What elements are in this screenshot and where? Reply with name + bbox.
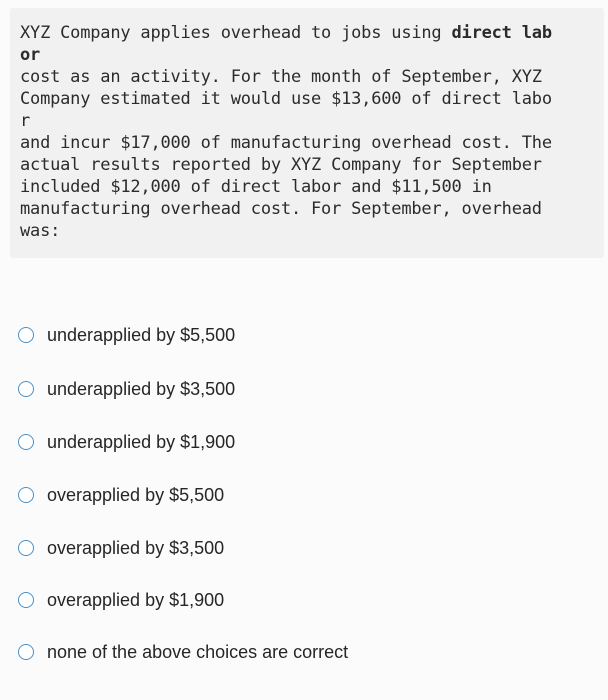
radio-button-icon[interactable] [18,540,34,556]
question-line: included $12,000 of direct labor and $11,500 in [20,177,492,197]
question-line: cost as an activity. For the month of September, XYZ [20,67,542,87]
option-overapplied-5500[interactable] [18,482,224,508]
radio-button-icon[interactable] [18,592,34,608]
option-overapplied-3500[interactable] [18,535,224,561]
option-label[interactable]: overapplied by $5,500 [47,484,225,505]
radio-button-icon[interactable] [18,487,34,503]
question-line: actual results reported by XYZ Company for September [20,155,542,175]
radio-button-icon[interactable] [18,434,34,450]
radio-button-icon[interactable] [18,644,34,660]
option-underapplied-3500[interactable] [18,376,235,402]
question-line: r [20,111,31,131]
question-box [10,8,604,258]
radio-button-icon[interactable] [18,327,34,343]
option-underapplied-1900[interactable] [18,429,235,455]
question-line: XYZ Company applies overhead to jobs using direct lab [20,23,552,43]
question-line: manufacturing overhead cost. For September, overhead [20,199,542,219]
option-label[interactable]: underapplied by $1,900 [47,431,236,452]
question-line: was: [20,221,61,241]
option-label[interactable]: underapplied by $5,500 [47,324,236,345]
question-line: and incur $17,000 of manufacturing overhead cost. The [20,133,552,153]
option-label[interactable]: overapplied by $1,900 [47,589,225,610]
question-line: or [20,45,41,65]
option-label[interactable]: overapplied by $3,500 [47,537,225,558]
option-label[interactable]: underapplied by $3,500 [47,378,236,399]
radio-button-icon[interactable] [18,381,34,397]
option-overapplied-1900[interactable] [18,587,224,613]
option-none-correct[interactable] [18,639,348,665]
option-underapplied-5500[interactable] [18,322,235,348]
option-label[interactable]: none of the above choices are correct [47,641,349,662]
question-line: Company estimated it would use $13,600 of direct labo [20,89,552,109]
